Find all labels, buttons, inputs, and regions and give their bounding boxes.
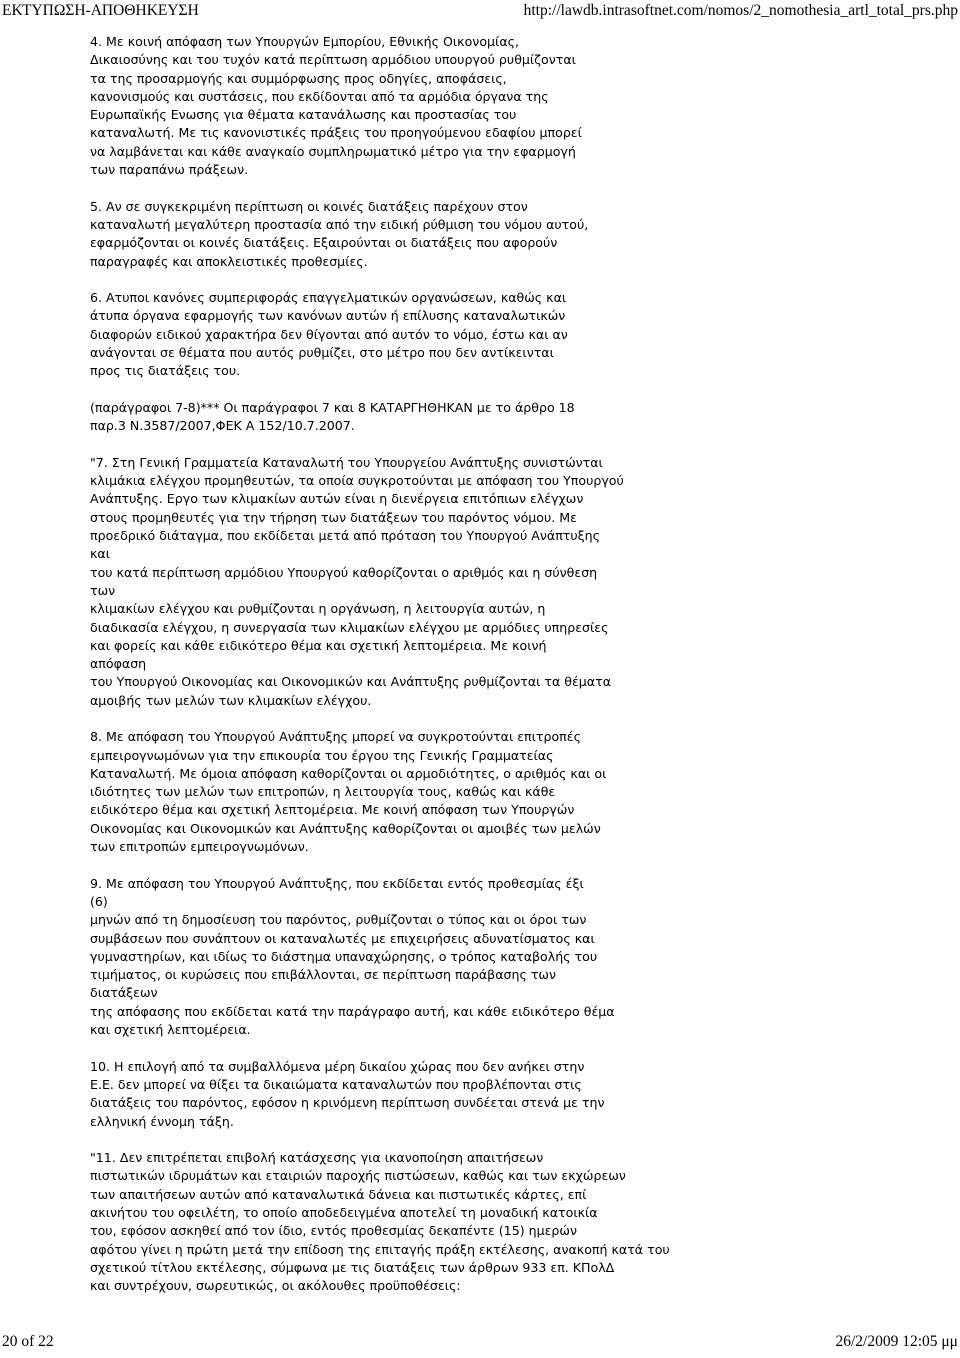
- paragraph-9: 9. Με απόφαση του Υπουργού Ανάπτυξης, που εκδίδεται εντός προθεσμίας έξι (6) μηνών από τη δημοσίευση του παρόντος, ρυθμίζονται ο τύπος και οι όροι των συμβάσεων που συνάπτουν οι καταναλωτές με επιχειρήσεις αδυνατίσματος και γυμναστηρίων, και ιδίως το διάστημα υπαναχώρησης, ο τρόπος καταβολής του τιμήματος, οι κυρώσεις που επιβάλλονται, σε περίπτωση παράβασης των διατάξεων της απόφασης που εκδίδεται κατά την παράγραφο αυτή, και κάθε ειδικότερο θέμα και σχετική λεπτομέρεια.: [90, 875, 615, 1038]
- paragraph-6: 6. Ατυποι κανόνες συμπεριφοράς επαγγελματικών οργανώσεων, καθώς και άτυπα όργανα εφαρμογής των κανόνων αυτών ή επίλυσης καταναλωτικών διαφορών ειδικού χαρακτήρα δεν θίγονται από αυτόν το νόμο, έστω και αν ανάγονται σε θέματα που αυτός ρυθμίζει, στο μέτρο που δεν αντίκεινται προς τις διατάξεις του.: [90, 290, 568, 379]
- page-number: 20 of 22: [2, 1333, 54, 1350]
- paragraph-8: 8. Με απόφαση του Υπουργού Ανάπτυξης μπορεί να συγκροτούνται επιτροπές εμπειρογνωμόνων για την επικουρία του έργου της Γενικής Γραμματείας Καταναλωτή. Με όμοια απόφαση καθορίζονται οι αρμοδιότητες, ο αριθμός και οι ιδιότητες των μελών των επιτροπών, η λειτουργία τους, καθώς και κάθε ειδικότερο θέμα και σχετική λεπτομέρεια. Με κοινή απόφαση των Υπουργών Οικονομίας και Οικονομικών και Ανάπτυξης καθορίζονται οι αμοιβές των μελών των επιτροπών εμπειρογνωμόνων.: [90, 729, 607, 855]
- print-header: [0, 0, 960, 22]
- print-header-url: http://lawdb.intrasoftnet.com/nomos/2_nomothesia_artl_total_prs.php: [523, 2, 958, 19]
- print-datetime: 26/2/2009 12:05 μμ: [835, 1333, 958, 1350]
- paragraph-7: "7. Στη Γενική Γραμματεία Καταναλωτή του Υπουργείου Ανάπτυξης συνιστώνται κλιμάκια ελέγχου προμηθευτών, τα οποία συγκροτούνται με απόφαση του Υπουργού Ανάπτυξης. Εργο των κλιμακίων αυτών είναι η διενέργεια επιτόπιων ελέγχων στους προμηθευτές για την τήρηση των διατάξεων του παρόντος νόμου. Με προεδρικό διάταγμα, που εκδίδεται μετά από πρόταση του Υπουργού Ανάπτυξης και του κατά περίπτωση αρμόδιου Υπουργού καθορίζονται ο αριθμός και η σύνθεση των κλιμακίων ελέγχου και ρυθμίζονται η οργάνωση, η λειτουργία αυτών, η διαδικασία ελέγχου, η συνεργασία των κλιμακίων ελέγχου με αρμόδιες υπηρεσίες και φορείς και κάθε ειδικότερο θέμα και σχετική λεπτομέρεια. Με κοινή απόφαση του Υπουργού Οικονομίας και Οικονομικών και Ανάπτυξης ρυθμίζονται τα θέματα αμοιβής των μελών των κλιμακίων ελέγχου.: [90, 454, 624, 708]
- print-footer: [0, 1330, 960, 1354]
- paragraph-10: 10. Η επιλογή από τα συμβαλλόμενα μέρη δικαίου χώρας που δεν ανήκει στην Ε.Ε. δεν μπορεί να θίξει τα δικαιώματα καταναλωτών που προβλέπονται στις διατάξεις του παρόντος, εφόσον η κρινόμενη περίπτωση συνδέεται στενά με την ελληνική έννομη τάξη.: [90, 1058, 605, 1129]
- print-header-title: ΕΚΤΥΠΩΣΗ-ΑΠΟΘΗΚΕΥΣΗ: [2, 2, 199, 19]
- document-body: [90, 33, 715, 1295]
- paragraph-4: 4. Με κοινή απόφαση των Υπουργών Εμπορίου, Εθνικής Οικονομίας, Δικαιοσύνης και του τυχόν κατά περίπτωση αρμόδιου υπουργού ρυθμίζονται τα της προσαρμογής και συμμόρφωσης προς οδηγίες, αποφάσεις, κανονισμούς και συστάσεις, που εκδίδονται από τα αρμόδια όργανα της Ευρωπαϊκής Ενωσης για θέματα κατανάλωσης και προστασίας του καταναλωτή. Με τις κανονιστικές πράξεις του προηγούμενου εδαφίου μπορεί να λαμβάνεται και κάθε αναγκαίο συμπληρωματικό μέτρο για την εφαρμογή των παραπάνω πράξεων.: [90, 34, 582, 178]
- paragraph-5: 5. Αν σε συγκεκριμένη περίπτωση οι κοινές διατάξεις παρέχουν στον καταναλωτή μεγαλύτερη προστασία από την ειδική ρύθμιση του νόμου αυτού, εφαρμόζονται οι κοινές διατάξεις. Εξαιρούνται οι διατάξεις που αφορούν παραγραφές και αποκλειστικές προθεσμίες.: [90, 198, 589, 269]
- repeal-note-paragraphs-7-8: (παράγραφοι 7-8)*** Οι παράγραφοι 7 και 8 ΚΑΤΑΡΓΗΘΗΚΑΝ με το άρθρο 18 παρ.3 Ν.3587/2007,ΦΕΚ Α 152/10.7.2007.: [90, 399, 575, 434]
- paragraph-11: "11. Δεν επιτρέπεται επιβολή κατάσχεσης για ικανοποίηση απαιτήσεων πιστωτικών ιδρυμάτων και εταιριών παροχής πιστώσεων, καθώς και των εκχώρεων των απαιτήσεων αυτών από καταναλωτικά δάνεια και πιστωτικές κάρτες, επί ακινήτου του οφειλέτη, το οποίο αποδεδειγμένα αποτελεί τη μοναδική κατοικία του, εφόσον ασκηθεί από τον ίδιο, εντός προθεσμίας δεκαπέντε (15) ημερών αφότου γίνει η πρώτη μετά την επίδοση της επιταγής πράξη εκτέλεσης, ανακοπή κατά του σχετικού τίτλου εκτέλεσης, σύμφωνα με τις διατάξεις των άρθρων 933 επ. ΚΠολΔ και συντρέχουν, σωρευτικώς, οι ακόλουθες προϋποθέσεις:: [90, 1150, 670, 1294]
